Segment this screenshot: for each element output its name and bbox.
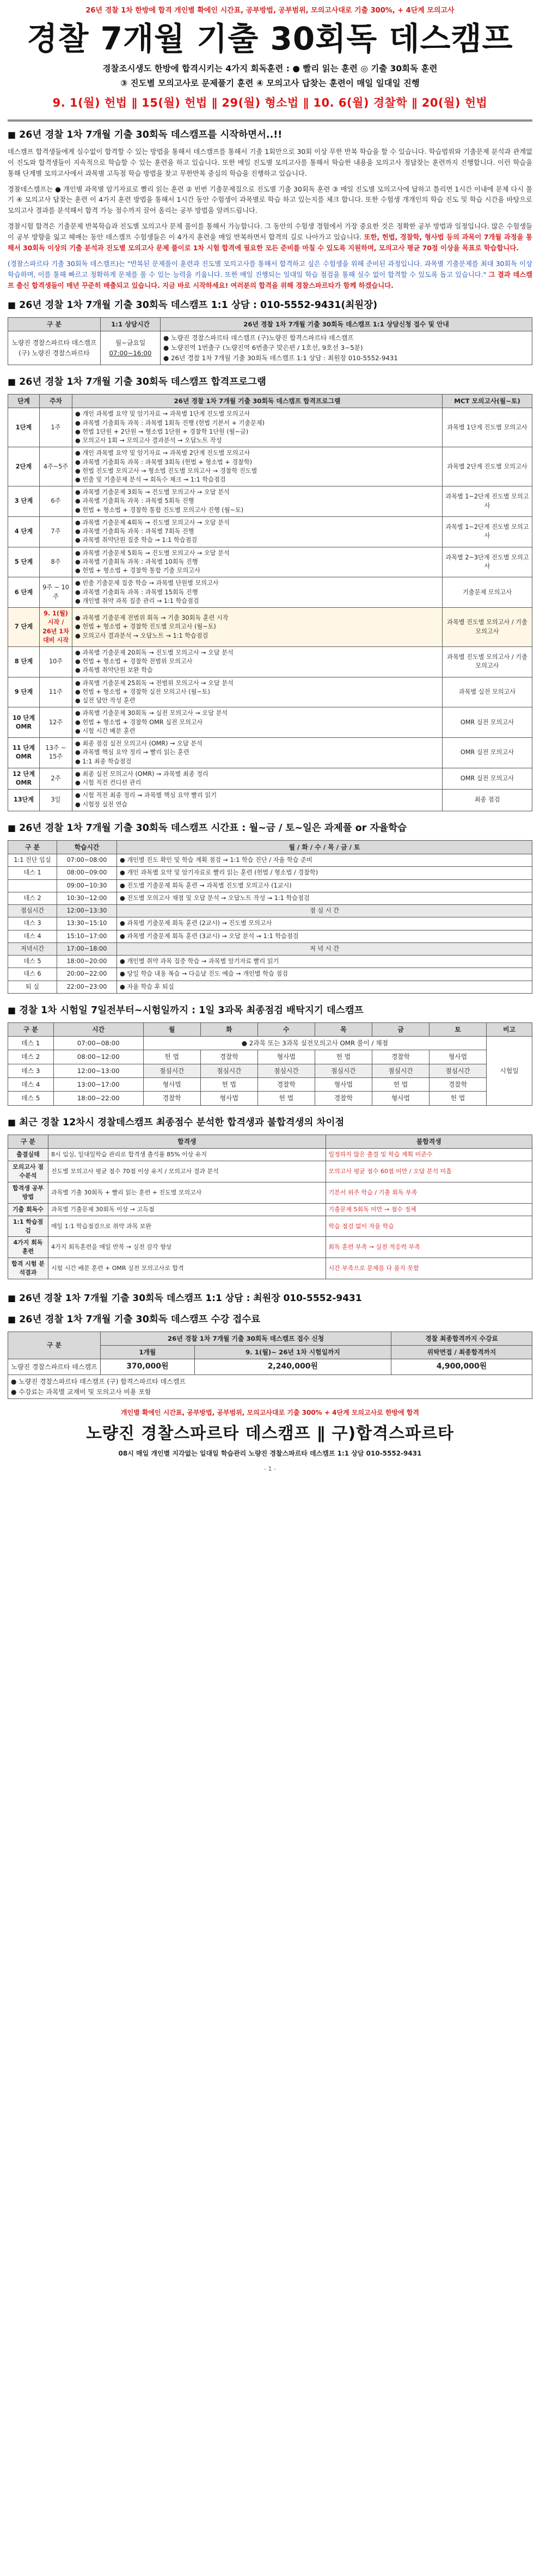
compare-fail: 모의고사 평균 점수 60점 미만 / 오답 분석 미흡	[326, 1161, 532, 1182]
schedule-heading	[8, 821, 532, 836]
compare-category: 4가지 회독훈련	[8, 1237, 48, 1258]
mock-heading	[8, 1003, 532, 1018]
table-subheader: 9. 1(월)~ 26년 1차 시험일까지	[194, 1345, 391, 1359]
schedule-name: 데스 1	[8, 867, 57, 879]
compare-pass: 시험 시간 배분 훈련 + OMR 실전 모의고사로 합격	[48, 1258, 326, 1279]
table-header: 경찰 최종합격까지 수강료	[391, 1332, 532, 1345]
subtitle-1: 경찰조시생도 한방에 합격시키는 4가지 회독훈련 : ● 빨리 읽는 훈련 ◎ 기출 30회독 훈련	[102, 64, 438, 74]
page-number: - 1 -	[264, 1465, 276, 1472]
compare-pass: 매일 1:1 학습점검으로 취약 과목 보완	[48, 1216, 326, 1237]
table-header: 구 분	[8, 1022, 54, 1036]
mock-cell: 점심시간	[372, 1064, 429, 1077]
schedule-name: 데스 4	[8, 930, 57, 942]
program-row	[8, 790, 532, 811]
compare-row	[8, 1237, 532, 1258]
compare-fail: 시간 부족으로 문제를 다 풀지 못함	[326, 1258, 532, 1279]
schedule-row	[8, 981, 532, 993]
program-body: ● 과목별 기출문제 전범위 회독 → 기출 30회독 훈련 시작 ● 헌법 + 형소법 + 경찰학 진도별 모의고사 (월~토) ● 모의고사 결과분석 → 오답노트 → 1:1 학습점검	[72, 608, 443, 647]
mock-title: 경찰 1차 시험일 7일전부터~시험일까지 : 1일 3과목 최종점검 배탁지기 데스캠프	[19, 1004, 364, 1016]
mock-cell: 형사법	[257, 1050, 315, 1064]
program-body: ● 개인 과목별 요약 및 암기자료 → 과목별 1단계 진도별 모의고사 ● 과목별 기출회독 과목 : 과목별 1회독 진행 (헌법 기본서 + 기출문제) ● 헌법 1단원 + 2단원 → 형소법 1단원 + 경찰학 1단원 (월~금) ● 모의고사 1회 → 모의고사 결과분석 → 오답노트 작성	[72, 408, 443, 447]
mock-cell: 경찰학	[257, 1077, 315, 1091]
compare-category: 합격생 공부방법	[8, 1182, 48, 1203]
schedule-name: 데스 3	[8, 917, 57, 930]
intro-paragraph-1: 데스캠프 합격생들에게 실수없이 합격할 수 있는 방법을 통해서 데스캠프를 통해서 기출 1회만으로 30회 이상 무한 반복 학습을 할 수 있습니다. 학습범위와 기출문제 분석과 관계없이 진도와 합격생들이 지속적으로 학습할 수 있는 훈련을 하고 있습니다. 또한 매일 진도별 모의고사를 통해서 학습한 내용을 모의고사 정답찾는 훈련까지 진행합니다. 이런 학습을 통해 단계별 모의고사에서 과목별 고득점 학습 방법을 찾고 무한반복 중심의 학습을 진행하고 있습니다.	[8, 147, 532, 177]
table-header: 26년 경찰 1차 7개월 기출 30회독 데스캠프 합격프로그램	[72, 395, 443, 408]
mock-cell: 데스 5	[8, 1092, 54, 1105]
intro-paragraph-4	[8, 259, 532, 292]
table-subheader: 1개월	[101, 1345, 195, 1359]
fee-location: 노량진 경찰스파르타 데스캠프	[8, 1359, 101, 1375]
table-header: 목	[315, 1022, 372, 1036]
reg-days: 월~금요일	[115, 339, 146, 347]
compare-pass: 진도별 모의고사 평균 점수 70점 이상 유지 / 모의고사 결과 분석	[48, 1161, 326, 1182]
mock-cell: 경찰학	[200, 1050, 257, 1064]
program-row	[8, 677, 532, 707]
program-step: 11 단계 OMR	[8, 738, 40, 768]
program-week: 9. 1(월) 시작 / 26년 1차 대비 시작	[40, 608, 72, 647]
table-header: 26년 경찰 1차 7개월 기출 30회독 데스캠프 1:1 상담신청 접수 및 안내	[161, 317, 532, 331]
mock-cell: 점심시간	[257, 1064, 315, 1077]
table-header: 단계	[8, 395, 40, 408]
program-week: 3일	[40, 790, 72, 811]
mock-cell: 데스 2	[8, 1050, 54, 1064]
square-bullet-icon: ■	[8, 299, 16, 310]
compare-category: 기출 회독수	[8, 1203, 48, 1216]
program-mct: 과목별 진도별 모의고사 / 기출 모의고사	[443, 647, 532, 677]
program-mct: 과목별 실전 모의고사	[443, 677, 532, 707]
mock-cell: 13:00~17:00	[53, 1077, 143, 1091]
schedule-body: ● 당일 학습 내용 복습 → 다음날 진도 예습 → 개인별 학습 점검	[117, 968, 532, 981]
compare-category: 모의고사 점수분석	[8, 1161, 48, 1182]
footer-brand: 노량진 경찰스파르타 데스캠프 ∥ 구)합격스파르타	[85, 1423, 455, 1443]
square-bullet-icon: ■	[8, 129, 16, 140]
mock-cell: 헌 법	[372, 1077, 429, 1091]
program-week: 7주	[40, 516, 72, 547]
program-body: ● 과목별 기출문제 30회독 → 실전 모의고사 → 오답 분석 ● 헌법 + 형소법 + 경찰학 OMR 실전 모의고사 ● 시험 시간 배분 훈련	[72, 707, 443, 738]
compare-title: 최근 경찰 12차시 경찰데스캠프 최종점수 분석한 합격생과 불합격생의 차이점	[19, 1117, 345, 1128]
schedule-row	[8, 930, 532, 942]
reg-info-line: ● 26년 경찰 1차 7개월 기출 30회독 데스캠프 1:1 상담 : 최원장 010-5552-9431	[163, 354, 398, 362]
schedule-row	[8, 892, 532, 904]
schedule-row	[8, 917, 532, 930]
program-week: 4주~5주	[40, 447, 72, 486]
table-header: 불합격생	[326, 1135, 532, 1148]
mock-cell: 경찰학	[372, 1050, 429, 1064]
program-mct: 최종 점검	[443, 790, 532, 811]
mock-cell: 형사법	[372, 1092, 429, 1105]
table-subheader: 위탁면접 / 최종합격까지	[391, 1345, 532, 1359]
contact-title: 26년 경찰 1차 7개월 기출 30회독 데스캠프 1:1 상담 : 최원장 010-5552-9431	[19, 1293, 362, 1304]
program-step: 8 단계	[8, 647, 40, 677]
table-header: 화	[200, 1022, 257, 1036]
footer-banner	[8, 1408, 532, 1459]
table-header: 26년 경찰 1차 7개월 기출 30회독 데스캠프 접수 신청	[101, 1332, 391, 1345]
mock-cell: 18:00~22:00	[53, 1092, 143, 1105]
fee-full-course: 2,240,000원	[194, 1359, 391, 1375]
mock-cell: 데스 1	[8, 1037, 54, 1050]
schedule-body: ● 진도별 모의고사 채점 및 오답 분석 → 오답노트 작성 → 1:1 학습점검	[117, 892, 532, 904]
mock-cell: 점심시간	[315, 1064, 372, 1077]
schedule-body: ● 과목별 기출문제 회독 훈련 (2교시) → 진도별 모의고사	[117, 917, 532, 930]
fee-notes	[8, 1375, 532, 1398]
schedule-time: 20:00~22:00	[57, 968, 117, 981]
program-week: 9주 ~ 10주	[40, 577, 72, 608]
program-week: 12주	[40, 707, 72, 738]
mock-cell: 헌 법	[315, 1050, 372, 1064]
footer-note: 개인별 확에인 시간표, 공부방법, 공부범위, 모의고사대로 기출 300% + 4단계 모의고사로 한방에 합격	[120, 1409, 420, 1417]
mock-cell: 헌 법	[143, 1050, 200, 1064]
comparison-table	[8, 1135, 532, 1280]
compare-row	[8, 1182, 532, 1203]
reg-location: 노량진 경찰스파르타 데스캠프 (구) 노량진 경찰스파르타	[8, 331, 101, 365]
program-mct: 기출문제 모의고사	[443, 577, 532, 608]
program-week: 2주	[40, 768, 72, 789]
fee-heading	[8, 1312, 532, 1327]
table-header: 월	[143, 1022, 200, 1036]
program-mct: 과목별 진도별 모의고사 / 기출 모의고사	[443, 608, 532, 647]
reg-info-line: ● 노량진 경찰스파르타 데스캠프 (구)노량진 합격스파르타 데스캠프	[163, 334, 354, 342]
table-header: 주차	[40, 395, 72, 408]
program-mct: 과목별 1단계 진도별 모의고사	[443, 408, 532, 447]
mock-exam-table	[8, 1022, 532, 1106]
mock-cell: 데스 4	[8, 1077, 54, 1091]
schedule-row	[8, 905, 532, 917]
schedule-row	[8, 968, 532, 981]
schedule-row	[8, 879, 532, 892]
fee-final: 4,900,000원	[391, 1359, 532, 1375]
compare-row	[8, 1216, 532, 1237]
mock-cell: 점심시간	[200, 1064, 257, 1077]
program-step: 13단계	[8, 790, 40, 811]
schedule-name: 퇴 실	[8, 981, 57, 993]
program-body: ● 과목별 기출문제 25회독 → 전범위 모의고사 → 오답 분석 ● 헌법 + 형소법 + 경찰학 실전 모의고사 (월~토) ● 실전 답안 작성 훈련	[72, 677, 443, 707]
table-header: MCT 모의고사(월~토)	[443, 395, 532, 408]
schedule-row	[8, 942, 532, 955]
mock-cell: 경찰학	[143, 1092, 200, 1105]
mock-cell: 헌 법	[257, 1092, 315, 1105]
program-mct: 과목별 2~3단계 진도별 모의고사	[443, 547, 532, 577]
compare-pass: 과목별 기출 30회독 + 빨리 읽는 훈련 + 진도별 모의고사	[48, 1182, 326, 1203]
square-bullet-icon: ■	[8, 1292, 16, 1303]
footer-address: 08시 매일 개인별 지각없는 일대일 학습관리 노량진 경찰스파르타 데스캠프 1:1 상담 010-5552-9431	[118, 1450, 422, 1458]
compare-pass: 4가지 회독훈련을 매일 반복 → 실전 감각 향상	[48, 1237, 326, 1258]
reg-hours	[101, 331, 161, 365]
compare-row	[8, 1161, 532, 1182]
fee-monthly: 370,000원	[101, 1359, 195, 1375]
program-body: ● 과목별 기출문제 3회독 → 진도별 모의고사 → 오답 분석 ● 과목별 기출회독 과목 : 과목별 5회독 진행 ● 헌법 + 형소법 + 경찰학 통합 진도별 모의고사 진행 (월~토)	[72, 486, 443, 517]
compare-pass: 8시 입실, 일대일학습 관리로 합격생 출석률 85% 이상 유지	[48, 1148, 326, 1161]
table-header: 비고	[487, 1022, 532, 1036]
subtitle-2: ③ 진도별 모의고사로 문제풀기 훈련 ④ 모의고사 답찾는 훈련이 매일 일대일 진행	[120, 78, 420, 89]
program-mct: 과목별 2단계 진도별 모의고사	[443, 447, 532, 486]
table-header: 토	[429, 1022, 486, 1036]
schedule-body: ● 과목별 기출문제 회독 훈련 (3교시) → 오답 분석 → 1:1 학습점검	[117, 930, 532, 942]
schedule-name: 데스 5	[8, 956, 57, 968]
program-step: 6 단계	[8, 577, 40, 608]
program-row	[8, 577, 532, 608]
divider	[8, 120, 532, 121]
mock-row	[8, 1050, 532, 1064]
schedule-row	[8, 867, 532, 879]
registration-table	[8, 317, 532, 365]
compare-category: 1:1 학습점검	[8, 1216, 48, 1237]
table-header: 합격생	[48, 1135, 326, 1148]
program-week: 13주 ~ 15주	[40, 738, 72, 768]
table-header: 수	[257, 1022, 315, 1036]
program-step: 4 단계	[8, 516, 40, 547]
schedule-time: 13:30~15:10	[57, 917, 117, 930]
reg-time: 07:00~16:00	[109, 349, 152, 357]
table-header: 월 / 화 / 수 / 목 / 금 / 토	[117, 840, 532, 854]
program-mct: OMR 실전 모의고사	[443, 738, 532, 768]
intro-paragraph-3	[8, 221, 532, 254]
program-mct: OMR 실전 모의고사	[443, 768, 532, 789]
schedule-body: ● 자율 학습 후 퇴실	[117, 981, 532, 993]
program-row	[8, 447, 532, 486]
program-table	[8, 394, 532, 811]
program-step: 1단계	[8, 408, 40, 447]
mock-cell: 헌 법	[200, 1077, 257, 1091]
mock-cell: 데스 3	[8, 1064, 54, 1077]
compare-heading	[8, 1116, 532, 1130]
schedule-title: 26년 경찰 1차 7개월 기출 30회독 데스캠프 시간표 : 월~금 / 토~일은 과제풀 or 자율학습	[19, 822, 407, 834]
program-title: 26년 경찰 1차 7개월 기출 30회독 데스캠프 합격프로그램	[19, 376, 266, 387]
program-body: ● 빈출 기출문제 집중 학습 → 과목별 단원별 모의고사 ● 과목별 기출회독 과목 : 과목별 15회독 진행 ● 개인별 취약 과목 집중 관리 → 1:1 학습점검	[72, 577, 443, 608]
schedule-row	[8, 854, 532, 867]
mock-header-row	[8, 1022, 532, 1036]
program-row	[8, 408, 532, 447]
mock-cell: 헌 법	[429, 1092, 486, 1105]
compare-row	[8, 1258, 532, 1279]
intro-heading	[8, 128, 532, 143]
program-body: ● 최종 점검 실전 모의고사 (OMR) → 오답 분석 ● 과목별 핵심 요약 정리 → 빨리 읽는 훈련 ● 1:1 최종 학습점검	[72, 738, 443, 768]
intro-paragraph-4-text: (경찰스파르타 기출 30회독 데스캠프)는 "반복된 문제풀이 훈련과 진도별 모의고사를 통해서 합격하고 싶은 수험생을 위해 준비된 과정입니다. 과목별 기출문제를 최대 30회독 이상 학습하며, 이를 통해 빠르고 정확하게 문제를 풀 수 있는 능력을 키웁니다. 또한 매일 진행되는 일대일 학습 점검을 통해 실수 없이 합격할 수 있도록 돕고 있습니다."	[8, 260, 532, 279]
mock-cell: 경찰학	[315, 1092, 372, 1105]
intro-paragraph-4-highlight: 그 결과 데스캠프 출신 합격생들이 매년 꾸준히 배출되고 있습니다. 지금 바로 시작하세요! 여러분의 합격을 위해 경찰스파르타가 함께 하겠습니다.	[8, 270, 532, 289]
schedule-name: 데스 6	[8, 968, 57, 981]
program-row	[8, 547, 532, 577]
program-step: 7 단계	[8, 608, 40, 647]
table-header: 학습시간	[57, 840, 117, 854]
compare-fail: 학습 점검 없이 자율 학습	[326, 1216, 532, 1237]
schedule-body: ● 진도별 기출문제 회독 훈련 → 과목별 진도별 모의고사 (1교시)	[117, 879, 532, 892]
contact-heading	[8, 1291, 532, 1305]
program-week: 10주	[40, 647, 72, 677]
schedule-name	[8, 879, 57, 892]
schedule-time: 22:00~23:00	[57, 981, 117, 993]
fee-title: 26년 경찰 1차 7개월 기출 30회독 데스캠프 수강 접수료	[19, 1314, 261, 1325]
square-bullet-icon: ■	[8, 1314, 16, 1324]
program-step: 12 단계 OMR	[8, 768, 40, 789]
schedule-time: 12:00~13:30	[57, 905, 117, 917]
schedule-body: 점 심 시 간	[117, 905, 532, 917]
compare-row	[8, 1148, 532, 1161]
program-row	[8, 738, 532, 768]
mock-cell: 형사법	[315, 1077, 372, 1091]
compare-fail: 기본서 위주 학습 / 기출 회독 부족	[326, 1182, 532, 1203]
intro-paragraph-3-text: 경찰시험 합격은 기출문제 반복학습과 진도별 모의고사 문제 풀이를 통해서 가능합니다. 그 동안의 수험생 경험에서 가장 중요한 것은 정확한 공부 방법과 일정입니다. 많은 수험생들이 공부 방향을 잃고 헤매는 동안 데스캠프 수험생들은 이 4가지 훈련을 매일 반복하면서 합격의 길로 나아가고 있습니다.	[8, 223, 532, 242]
table-header: 시간	[53, 1022, 143, 1036]
mock-cell: 점심시간	[143, 1064, 200, 1077]
program-row	[8, 486, 532, 517]
schedule-table	[8, 840, 532, 994]
mock-cell: 07:00~08:00	[53, 1037, 143, 1050]
mock-cell: 형사법	[429, 1050, 486, 1064]
mock-cell: 08:00~12:00	[53, 1050, 143, 1064]
program-body: ● 과목별 기출문제 4회독 → 진도별 모의고사 → 오답 분석 ● 과목별 기출회독 과목 : 과목별 7회독 진행 ● 과목별 취약단원 집중 학습 → 1:1 학습점검	[72, 516, 443, 547]
compare-row	[8, 1203, 532, 1216]
schedule-name: 데스 2	[8, 892, 57, 904]
schedule-row	[8, 956, 532, 968]
program-step: 5 단계	[8, 547, 40, 577]
reg-info	[161, 331, 532, 365]
schedule-time: 09:00~10:30	[57, 879, 117, 892]
mock-cell: ● 2과목 또는 3과목 실전모의고사 OMR 풀이 / 채점	[143, 1037, 486, 1050]
mock-cell: 점심시간	[429, 1064, 486, 1077]
schedule-body: ● 개인별 진도 확인 및 학습 계획 점검 → 1:1 학습 진단 / 자율 학습 준비	[117, 854, 532, 867]
program-body: ● 과목별 기출문제 20회독 → 진도별 모의고사 → 오답 분석 ● 헌법 + 형소법 + 경찰학 전범위 모의고사 ● 과목별 취약단원 보완 학습	[72, 647, 443, 677]
table-header: 구 분	[8, 1135, 48, 1148]
mock-cell: 시험일	[487, 1037, 532, 1105]
page-title: 경찰 7개월 기출 30회독 데스캠프	[27, 20, 513, 58]
schedule-name: 1:1 진단 입실	[8, 854, 57, 867]
intro-paragraph-2: 경찰데스캠프는 ● 개인별 과목별 암기자료로 빨리 읽는 훈련 ② 빈번 기출문제집으로 진도별 기출 30회독 훈련 ③ 매일 진도별 모의고사에 답하고 틀리면 1시간 이내에 문제 다시 풀기 ④ 모의고사 답찾는 훈련 이 4가지 훈련 방법을 통해서 1시간 동안 수험생이 과목별로 학습 하고 있는지를 체크 합니다. 또한 수험생 개개인의 학습 진도 및 학습 시간을 바탕으로 모의고사 결과를 분석해서 합격 가능 점수까지 끌어 올리는 공부 방법을 알려드립니다.	[8, 185, 532, 215]
square-bullet-icon: ■	[8, 1117, 16, 1127]
schedule-body: 저 녁 시 간	[117, 942, 532, 955]
reg-info-line: ● 노량진역 1번출구 (노량진역 6번출구 맞은편 / 1호선, 9호선 3~5분)	[163, 344, 363, 352]
intro-title: 26년 경찰 1차 7개월 기출 30회독 데스캠프를 시작하면서..!!	[19, 129, 283, 140]
square-bullet-icon: ■	[8, 822, 16, 833]
compare-fail: 회독 훈련 부족 → 실전 적응력 부족	[326, 1237, 532, 1258]
fee-table	[8, 1332, 532, 1399]
reg-heading	[8, 298, 532, 313]
start-dates: 9. 1(월) 헌법 ∥ 15(월) 헌법 ∥ 29(월) 형소법 ∥ 10. 6(월) 경찰학 ∥ 20(월) 헌법	[52, 96, 488, 110]
program-row	[8, 768, 532, 789]
fee-note: ● 노량진 경찰스파르타 데스캠프 (구) 합격스파르타 데스캠프	[11, 1377, 186, 1385]
schedule-body: ● 개인 과목별 요약 및 암기자료로 빨리 읽는 훈련 (헌법 / 형소법 / 경찰학)	[117, 867, 532, 879]
program-mct: 과목별 1~2단계 진도별 모의고사	[443, 516, 532, 547]
program-body: ● 최종 실전 모의고사 (OMR) → 과목별 최종 정리 ● 시험 직전 컨디션 관리	[72, 768, 443, 789]
program-row	[8, 707, 532, 738]
program-row	[8, 647, 532, 677]
intro-text	[8, 147, 532, 292]
compare-fail: 일정하지 않은 출결 및 학습 계획 미준수	[326, 1148, 532, 1161]
fee-note: ● 수강료는 과목별 교재비 및 모의고사 비용 포함	[11, 1388, 151, 1396]
intro-paragraph-3-highlight: 또한, 헌법, 경찰학, 형사법 등의 과목이 7개월 과정을 통해서 30회독 이상의 기출 분석과 진도별 모의고사 문제 풀이로 1차 시험 합격에 필요한 모든 준비를 마칠 수 있도록 지원하며, 모의고사 평균 70점 이상을 목표로 학습합니다.	[8, 233, 532, 252]
reg-title: 26년 경찰 1차 7개월 기출 30회독 데스캠프 1:1 상담 : 010-5552-9431(최원장)	[19, 299, 378, 311]
program-step: 3 단계	[8, 486, 40, 517]
program-body: ● 과목별 기출문제 5회독 → 진도별 모의고사 → 오답 분석 ● 과목별 기출회독 과목 : 과목별 10회독 진행 ● 헌법 + 형소법 + 경찰학 통합 기출 모의고사	[72, 547, 443, 577]
schedule-time: 18:00~20:00	[57, 956, 117, 968]
schedule-name: 저녁시간	[8, 942, 57, 955]
top-note: 26년 경찰 1차 한방에 합격 개인별 확에인 시간표, 공부방법, 공부범위, 모의고사대로 기출 300%, + 4단계 모의고사	[85, 7, 455, 15]
table-header: 1:1 상담시간	[101, 317, 161, 331]
schedule-time: 08:00~09:00	[57, 867, 117, 879]
schedule-time: 07:00~08:00	[57, 854, 117, 867]
square-bullet-icon: ■	[8, 1004, 16, 1015]
mock-row	[8, 1092, 532, 1105]
program-week: 6주	[40, 486, 72, 517]
program-row	[8, 608, 532, 647]
program-body: ● 개인 과목별 요약 및 암기자료 → 과목별 2단계 진도별 모의고사 ● 과목별 기출회독 과목 : 과목별 3회독 (헌법 + 형소법 + 경찰학) ● 헌법 진도별 모의고사 → 형소법 진도별 모의고사 → 경찰학 진도별 ● 빈출 및 기출문제 분석 → 회독수 체크 → 1:1 학습점검	[72, 447, 443, 486]
mock-cell: 경찰학	[429, 1077, 486, 1091]
table-header: 금	[372, 1022, 429, 1036]
compare-fail: 기출문제 5회독 미만 → 점수 정체	[326, 1203, 532, 1216]
program-step: 10 단계 OMR	[8, 707, 40, 738]
mock-cell: 형사법	[200, 1092, 257, 1105]
schedule-time: 15:10~17:00	[57, 930, 117, 942]
program-mct: 과목별 1~2단계 진도별 모의고사	[443, 486, 532, 517]
program-week: 8주	[40, 547, 72, 577]
square-bullet-icon: ■	[8, 377, 16, 387]
program-week: 11주	[40, 677, 72, 707]
program-body: ● 시험 직전 최종 정리 → 과목별 핵심 요약 빨리 읽기 ● 시험장 실전 연습	[72, 790, 443, 811]
program-week: 1주	[40, 408, 72, 447]
program-step: 9 단계	[8, 677, 40, 707]
mock-row	[8, 1064, 532, 1077]
table-header: 구 분	[8, 317, 101, 331]
schedule-body: ● 개인별 취약 과목 집중 학습 → 과목별 암기자료 빨리 읽기	[117, 956, 532, 968]
mock-cell: 12:00~13:00	[53, 1064, 143, 1077]
program-row	[8, 516, 532, 547]
compare-category: 출결실태	[8, 1148, 48, 1161]
table-header: 구 분	[8, 1332, 101, 1359]
schedule-time: 17:00~18:00	[57, 942, 117, 955]
mock-row	[8, 1077, 532, 1091]
program-heading	[8, 375, 532, 390]
table-header: 구 분	[8, 840, 57, 854]
program-mct: OMR 실전 모의고사	[443, 707, 532, 738]
schedule-name: 점심시간	[8, 905, 57, 917]
mock-cell: 형사법	[143, 1077, 200, 1091]
compare-pass: 과목별 기출문제 30회독 이상 → 고득점	[48, 1203, 326, 1216]
schedule-time: 10:30~12:00	[57, 892, 117, 904]
mock-row	[8, 1037, 532, 1050]
program-step: 2단계	[8, 447, 40, 486]
compare-category: 합격 시험 분석결과	[8, 1258, 48, 1279]
